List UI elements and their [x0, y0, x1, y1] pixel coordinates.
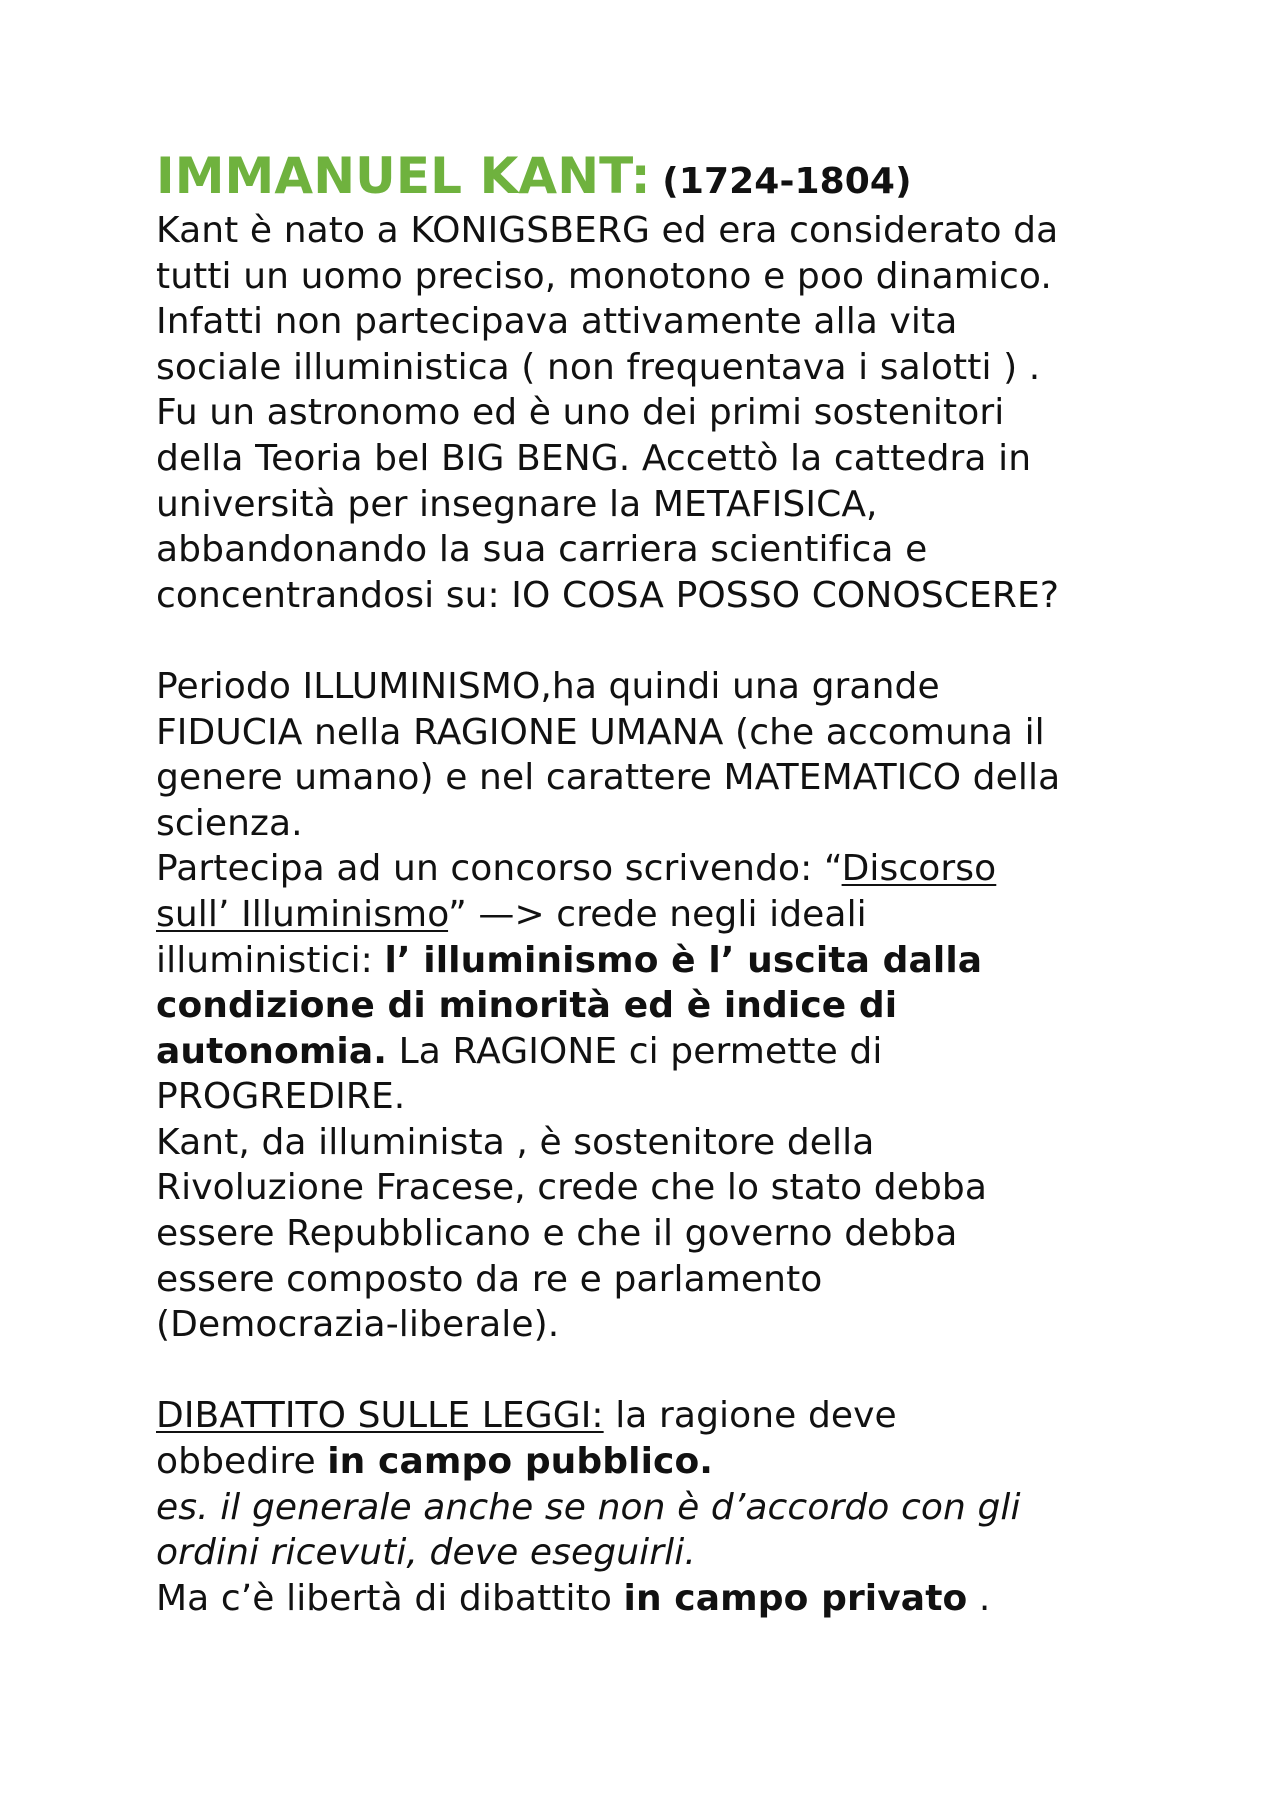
text-line: sociale illuministica ( non frequentava i salotti ) . — [156, 346, 1041, 388]
text-line: scienza. — [156, 802, 303, 844]
text-line: essere composto da re e parlamento — [156, 1258, 823, 1300]
text-line: università per insegnare la METAFISICA, — [156, 483, 878, 525]
text-line: genere umano) e nel carattere MATEMATICO della — [156, 757, 1061, 799]
essay-title-underlined: sull’ Illuminismo — [156, 893, 449, 935]
text-span: La RAGIONE ci permette di — [387, 1030, 883, 1072]
section-biography — [156, 208, 1166, 618]
text-line: Kant è nato a KONIGSBERG ed era considerato da — [156, 210, 1059, 251]
text-line: della Teoria bel BIG BENG. Accettò la cattedra in — [156, 437, 1032, 479]
bold-definition: autonomia. — [156, 1030, 388, 1072]
text-span: . — [967, 1577, 991, 1619]
title-name: IMMANUEL KANT: — [156, 147, 651, 205]
bold-definition: condizione di minorità ed è indice di — [156, 985, 898, 1027]
text-line: FIDUCIA nella RAGIONE UMANA (che accomuna il — [156, 711, 1045, 753]
text-line: Rivoluzione Fracese, crede che lo stato debba — [156, 1167, 988, 1209]
document-title — [156, 147, 1166, 208]
text-line: abbandonando la sua carriera scientifica e — [156, 529, 928, 571]
text-line — [156, 938, 1166, 984]
italic-example-line: ordini ricevuti, deve eseguirli. — [156, 1532, 696, 1574]
paragraph-gap — [156, 618, 1166, 664]
section-dibattito — [156, 1393, 1166, 1621]
essay-title-underlined: Discorso — [841, 848, 997, 890]
text-line: tutti un uomo preciso, monotono e poo dinamico. — [156, 255, 1052, 297]
text-line: concentrandosi su: IO COSA POSSO CONOSCERE? — [156, 574, 1060, 616]
text-line: (Democrazia-liberale). — [156, 1304, 560, 1346]
section-illuminismo — [156, 664, 1166, 1348]
text-line: Periodo ILLUMINISMO,ha quindi una grande — [156, 665, 940, 707]
text-span: Ma c’è libertà di dibattito — [156, 1577, 624, 1619]
text-span: la ragione deve — [603, 1395, 897, 1437]
document-page — [156, 147, 1166, 1621]
text-line: Kant, da illuminista , è sostenitore della — [156, 1121, 875, 1163]
italic-example-line: es. il generale anche se non è d’accordo con gli — [156, 1486, 1021, 1528]
text-line: PROGREDIRE. — [156, 1076, 406, 1118]
text-span: Partecipa ad un concorso scrivendo: “ — [156, 848, 842, 890]
text-line: essere Repubblicano e che il governo debba — [156, 1213, 958, 1255]
text-line — [156, 1576, 1166, 1622]
text-line — [156, 1439, 1166, 1485]
text-line: Infatti non partecipava attivamente alla vita — [156, 301, 958, 343]
text-line — [156, 983, 1166, 1029]
text-line — [156, 1029, 1166, 1075]
bold-phrase: in campo pubblico. — [327, 1441, 714, 1483]
text-line — [156, 892, 1166, 938]
bold-phrase: in campo privato — [623, 1577, 968, 1619]
section-heading-underlined: DIBATTITO SULLE LEGGI: — [156, 1395, 604, 1437]
text-span: obbedire — [156, 1441, 328, 1483]
text-line: Fu un astronomo ed è uno dei primi sostenitori — [156, 392, 1005, 434]
text-line — [156, 846, 1166, 892]
title-dates: (1724-1804) — [662, 161, 912, 202]
text-span: illuministici: — [156, 939, 385, 981]
text-span: ” —> crede negli ideali — [448, 893, 867, 935]
bold-definition: l’ illuminismo è l’ uscita dalla — [384, 939, 983, 981]
text-line — [156, 1393, 1166, 1439]
paragraph-gap — [156, 1348, 1166, 1394]
